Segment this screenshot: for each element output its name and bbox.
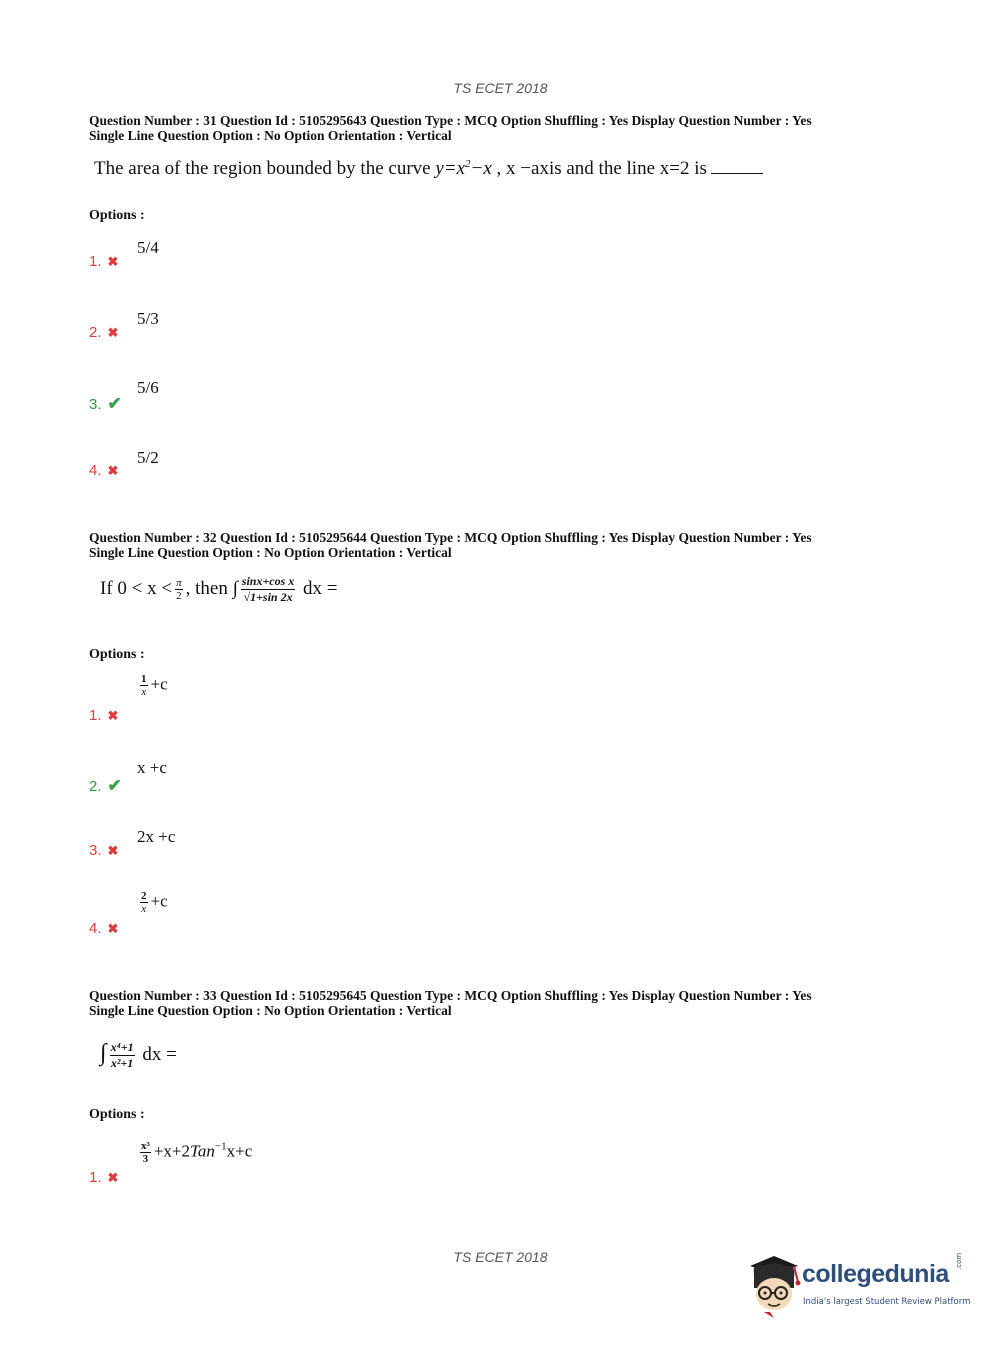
option-text: 5/3 xyxy=(137,309,159,328)
question-33-text xyxy=(100,1040,177,1071)
math-expression: y=x xyxy=(435,158,466,179)
wrong-mark-icon: ✖ xyxy=(107,254,119,269)
option-text xyxy=(137,673,168,698)
fraction-denominator: x xyxy=(141,903,147,915)
fraction-numerator: 1 xyxy=(141,673,147,685)
fraction-numerator: 2 xyxy=(141,890,147,902)
fraction-numerator: sinx+cos x xyxy=(241,574,295,588)
integral-sign: ∫ xyxy=(100,1040,107,1066)
fraction-numerator: x⁴+1 xyxy=(110,1040,134,1055)
fraction xyxy=(140,890,148,915)
logo-wordmark: collegedunia xyxy=(802,1260,949,1288)
option-text-part: x+c xyxy=(226,1141,253,1161)
option-text-part: +c xyxy=(150,674,168,694)
fraction-denominator: x xyxy=(141,686,147,698)
option-number: 3. xyxy=(89,842,102,859)
math-exponent: −1 xyxy=(214,1140,227,1153)
question-text-part: If 0 < x < xyxy=(100,577,173,599)
option-text: 5/4 xyxy=(137,238,159,257)
question-meta-line1: Question Number : 33 Question Id : 5105295645 Question Type : MCQ Option Shuffling : Yes Display Question Number : Yes xyxy=(89,988,812,1003)
option-number: 4. xyxy=(89,462,102,479)
option-1 xyxy=(89,707,118,724)
fraction-denominator: x²+1 xyxy=(110,1056,134,1071)
option-text: 5/6 xyxy=(137,378,159,397)
page-footer: TS ECET 2018 xyxy=(453,1249,548,1265)
integrand-fraction xyxy=(241,574,296,605)
option-number: 4. xyxy=(89,920,102,937)
options-label: Options : xyxy=(89,1107,145,1122)
option-text: 2x +c xyxy=(137,827,176,846)
option-text xyxy=(137,1140,252,1165)
question-text-part: dx = xyxy=(137,1044,177,1065)
question-meta-line1: Question Number : 31 Question Id : 5105295643 Question Type : MCQ Option Shuffling : Yes Display Question Number : Yes xyxy=(89,113,812,128)
option-4 xyxy=(89,920,118,937)
option-text-part: Tan xyxy=(190,1141,215,1161)
wrong-mark-icon: ✖ xyxy=(107,325,119,340)
option-1 xyxy=(89,1169,118,1186)
option-text xyxy=(137,890,168,915)
option-text-part: +c xyxy=(150,891,168,911)
question-31-meta xyxy=(89,113,812,143)
mascot-graduate-icon xyxy=(744,1252,804,1322)
options-label: Options : xyxy=(89,647,145,662)
math-exponent: 2 xyxy=(465,158,471,170)
page-header: TS ECET 2018 xyxy=(453,80,548,96)
check-mark-icon: ✔ xyxy=(107,394,122,413)
option-3 xyxy=(89,394,122,414)
logo-tagline: India's largest Student Review Platform xyxy=(803,1297,971,1307)
fraction-denominator: 2 xyxy=(176,590,182,602)
math-expression: −x xyxy=(470,158,492,179)
wrong-mark-icon: ✖ xyxy=(107,843,119,858)
option-2 xyxy=(89,776,122,796)
wrong-mark-icon: ✖ xyxy=(107,463,119,478)
question-meta-line1: Question Number : 32 Question Id : 5105295644 Question Type : MCQ Option Shuffling : Yes Display Question Number : Yes xyxy=(89,530,812,545)
question-text-part: , x −axis and the line x=2 is xyxy=(491,158,707,179)
option-1 xyxy=(89,253,118,270)
question-meta-line2: Single Line Question Option : No Option Orientation : Vertical xyxy=(89,1003,452,1018)
integrand-fraction xyxy=(110,1040,135,1071)
check-mark-icon: ✔ xyxy=(107,776,122,795)
logo-suffix: .com xyxy=(955,1252,963,1270)
option-text: 5/2 xyxy=(137,448,159,467)
question-meta-line2: Single Line Question Option : No Option Orientation : Vertical xyxy=(89,128,452,143)
question-31-text xyxy=(94,158,763,180)
wrong-mark-icon: ✖ xyxy=(107,1170,119,1185)
options-label: Options : xyxy=(89,208,145,223)
option-number: 1. xyxy=(89,1169,102,1186)
fraction-denominator: √1+sin 2x xyxy=(243,590,293,604)
fraction-denominator: 3 xyxy=(142,1153,149,1165)
question-32-meta xyxy=(89,530,812,560)
fraction xyxy=(175,577,183,602)
wrong-mark-icon: ✖ xyxy=(107,921,119,936)
fraction xyxy=(140,1140,151,1165)
option-text: x +c xyxy=(137,758,167,777)
option-4 xyxy=(89,462,118,479)
question-text-part: The area of the region bounded by the curve xyxy=(94,158,436,179)
option-number: 2. xyxy=(89,778,102,795)
option-number: 1. xyxy=(89,253,102,270)
fraction-numerator: π xyxy=(176,577,182,589)
question-33-meta xyxy=(89,988,812,1018)
wrong-mark-icon: ✖ xyxy=(107,708,119,723)
question-text-part: , then ∫ xyxy=(185,577,238,599)
answer-blank xyxy=(711,173,763,174)
option-number: 1. xyxy=(89,707,102,724)
fraction-numerator: x³ xyxy=(141,1140,150,1152)
question-meta-line2: Single Line Question Option : No Option Orientation : Vertical xyxy=(89,545,452,560)
option-3 xyxy=(89,842,118,859)
option-number: 3. xyxy=(89,396,102,413)
collegedunia-logo xyxy=(744,1252,969,1322)
question-32-text xyxy=(100,574,338,605)
fraction xyxy=(140,673,148,698)
option-2 xyxy=(89,324,118,341)
option-number: 2. xyxy=(89,324,102,341)
question-text-part: dx = xyxy=(298,577,338,599)
option-text-part: +x+2 xyxy=(153,1141,190,1161)
